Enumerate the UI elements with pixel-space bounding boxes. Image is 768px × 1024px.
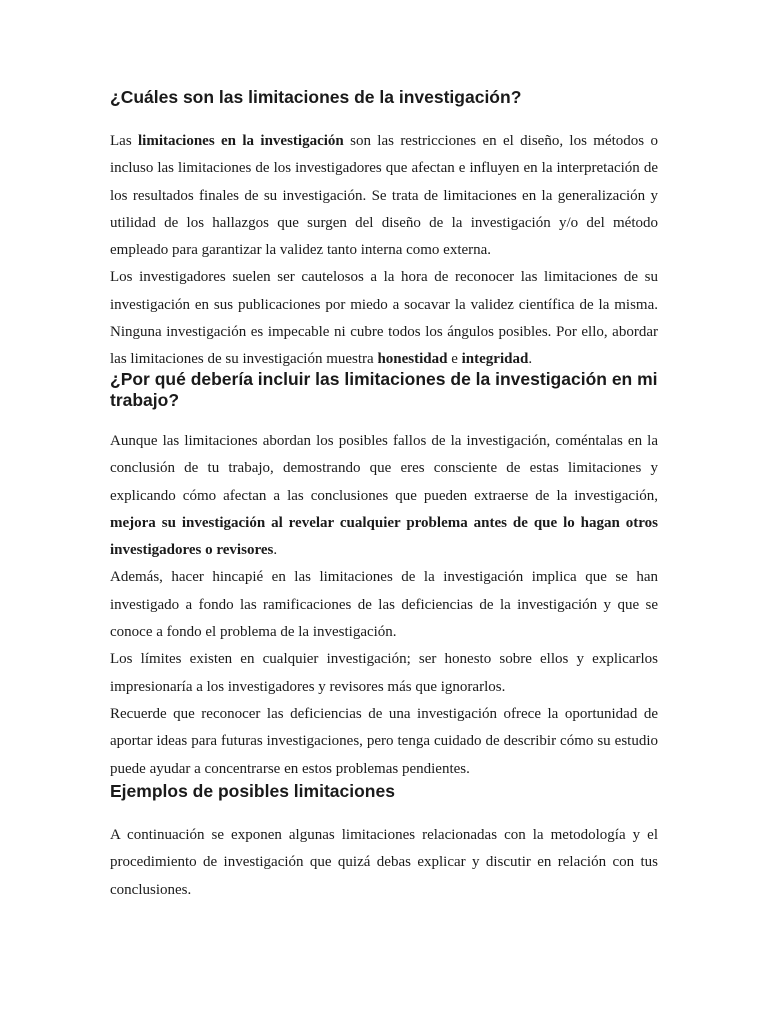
text-run: . bbox=[273, 542, 278, 559]
section-body-examples bbox=[110, 822, 658, 904]
bold-term: limitaciones en la investigación bbox=[138, 133, 344, 149]
paragraph: Recuerde que reconocer las deficiencias de una investigación ofrece la oportunidad de aportar ideas para futuras investigaciones, pero tenga cuidado de describir cómo su estudio puede ayudar a concentrarse en estos problemas pendientes. bbox=[110, 705, 658, 777]
text-run: Aunque las limitaciones abordan los posibles fallos de la investigación, coméntalas en la conclusión de tu trabajo, demostrando que eres consciente de estas limitaciones y explicando cómo afectan a las conclusiones que pueden extraerse de la investigación, bbox=[110, 433, 658, 504]
section-heading-why-include: ¿Por qué debería incluir las limitaciones de la investigación en mi trabajo? bbox=[110, 369, 658, 410]
paragraph: Los límites existen en cualquier investigación; ser honesto sobre ellos y explicarlos impresionaría a los investigadores y revisores más que ignorarlos. bbox=[110, 651, 658, 695]
text-run: Los investigadores suelen ser cautelosos a la hora de reconocer las limitaciones de su investigación en sus publicaciones por miedo a socavar la validez científica de la misma. Ninguna investigación es impecable ni cubre todos los ángulos posibles. Por ello, abordar las limitaciones de su investigación muestra bbox=[110, 269, 658, 368]
text-run: Las bbox=[110, 133, 139, 149]
paragraph bbox=[110, 264, 658, 373]
section-heading-limitations: ¿Cuáles son las limitaciones de la investigación? bbox=[110, 87, 522, 107]
paragraph: A continuación se exponen algunas limitaciones relacionadas con la metodología y el procedimiento de investigación que quizá debas explicar y discutir en relación con tus conclusiones. bbox=[110, 827, 658, 898]
text-run: e bbox=[447, 351, 462, 368]
section-body-why-include bbox=[110, 428, 658, 783]
section-body-limitations bbox=[110, 128, 658, 374]
bold-term: honestidad bbox=[377, 351, 448, 368]
paragraph: Además, hacer hincapié en las limitaciones de la investigación implica que se han investigado a fondo las ramificaciones de las deficiencias de la investigación y que se conoce a fondo el problema de la investigación. bbox=[110, 569, 658, 641]
paragraph bbox=[110, 128, 658, 264]
section-heading-examples: Ejemplos de posibles limitaciones bbox=[110, 781, 395, 801]
text-run: son las restricciones en el diseño, los métodos o incluso las limitaciones de los investigadores que afectan e influyen en la interpretación de los resultados finales de su investigación. Se trata de limitaciones en la generalización y utilidad de los hallazgos que surgen del diseño de la investigación y/o del método empleado para garantizar la validez tanto interna como externa. bbox=[110, 133, 658, 259]
bold-phrase: mejora su investigación al revelar cualquier problema antes de que lo hagan otros investigadores o revisores bbox=[110, 514, 658, 559]
paragraph bbox=[110, 428, 658, 564]
text-run: . bbox=[528, 351, 533, 368]
bold-term: integridad bbox=[461, 351, 529, 368]
